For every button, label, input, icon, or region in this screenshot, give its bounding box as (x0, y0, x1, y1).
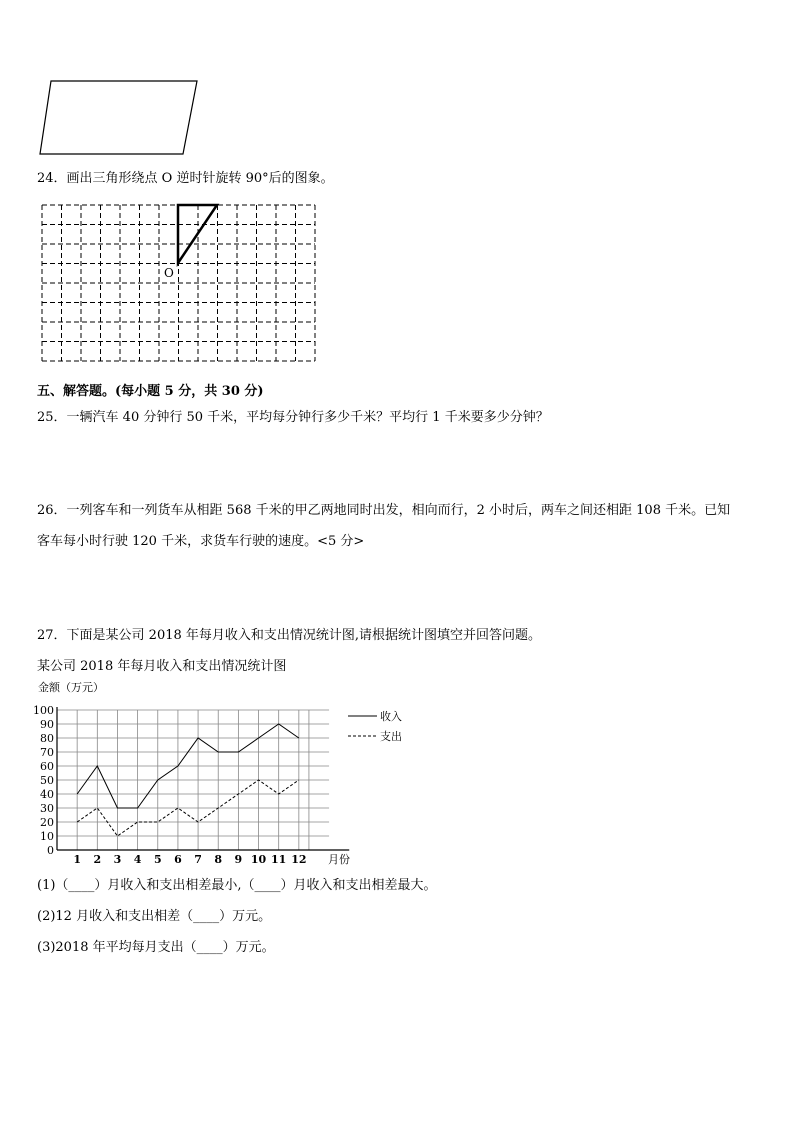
x-tick-label: 5 (153, 853, 162, 866)
chart-title: 某公司 2018 年每月收入和支出情况统计图 (37, 659, 287, 674)
y-tick-label: 80 (40, 732, 54, 745)
x-tick-label: 7 (194, 853, 202, 866)
chart-grid (57, 707, 349, 850)
section-5-title: 五、解答题。(每小题 5 分，共 30 分) (37, 384, 264, 399)
x-axis-label: 月份 (328, 853, 350, 866)
question-26-line-2: 客车每小时行驶 120 千米，求货车行驶的速度。<5 分> (37, 534, 365, 549)
question-27-text: 27．下面是某公司 2018 年每月收入和支出情况统计图,请根据统计图填空并回答问题。 (37, 628, 542, 643)
chart-legend (348, 709, 402, 743)
parallelogram-figure (37, 78, 202, 158)
x-tick-label: 1 (73, 853, 81, 866)
question-27-sub-1: (1)（____）月收入和支出相差最小,（____）月收入和支出相差最大。 (37, 878, 437, 893)
y-tick-label: 40 (40, 788, 54, 801)
y-tick-label: 70 (40, 746, 54, 759)
x-tick-labels (73, 853, 306, 866)
x-tick-label: 9 (234, 853, 243, 866)
x-tick-label: 11 (271, 853, 287, 866)
y-tick-label: 0 (47, 844, 54, 857)
rotation-grid[interactable] (40, 203, 320, 365)
x-tick-label: 2 (93, 853, 102, 866)
x-tick-label: 10 (250, 853, 267, 866)
x-tick-label: 12 (291, 853, 307, 866)
question-27-sub-3: (3)2018 年平均每月支出（____）万元。 (37, 940, 275, 955)
question-24-text: 24．画出三角形绕点 O 逆时针旋转 90°后的图象。 (37, 171, 334, 186)
x-tick-label: 4 (133, 853, 142, 866)
legend-expense-label: 支出 (380, 730, 402, 743)
x-tick-label: 3 (113, 853, 122, 866)
y-tick-label: 90 (40, 718, 54, 731)
y-tick-label: 20 (40, 816, 54, 829)
y-axis-label: 金额（万元） (38, 681, 104, 694)
x-tick-label: 8 (214, 853, 223, 866)
y-tick-label: 30 (40, 802, 54, 815)
y-tick-labels (33, 704, 54, 857)
legend-income-label: 收入 (380, 710, 402, 723)
y-tick-label: 100 (33, 704, 54, 717)
question-26-line-1: 26．一列客车和一列货车从相距 568 千米的甲乙两地同时出发，相向而行，2 小时后，两车之间还相距 108 千米。已知 (37, 503, 731, 518)
x-tick-label: 6 (174, 853, 182, 866)
y-tick-label: 10 (40, 830, 54, 843)
point-o-label: O (164, 266, 174, 280)
question-27-sub-2: (2)12 月收入和支出相差（____）万元。 (37, 909, 272, 924)
question-25-text: 25．一辆汽车 40 分钟行 50 千米，平均每分钟行多少千米？平均行 1 千米要多少分钟？ (37, 410, 549, 425)
income-expense-chart (30, 678, 430, 868)
y-tick-label: 50 (40, 774, 54, 787)
y-tick-label: 60 (40, 760, 54, 773)
